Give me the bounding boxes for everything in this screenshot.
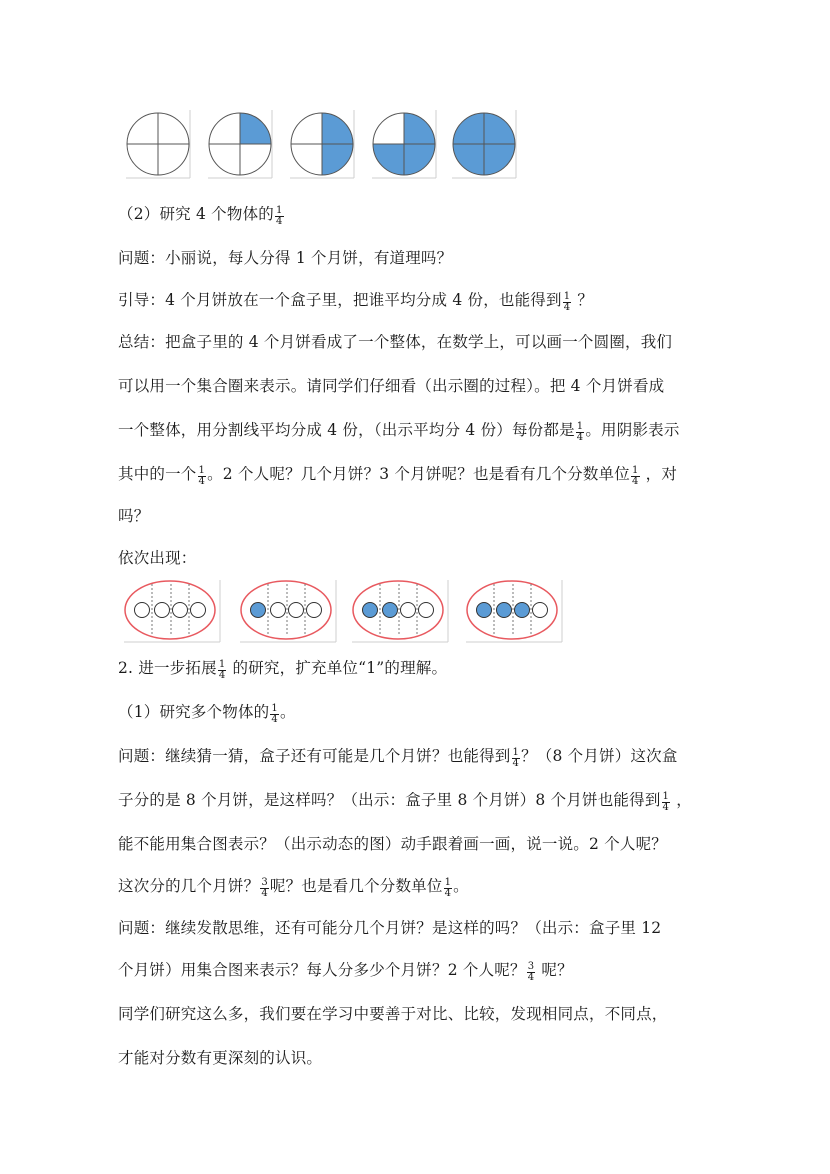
mooncake-dot xyxy=(271,603,286,618)
frac-den: 4 xyxy=(576,431,584,443)
text-span: 。用阴影表示 xyxy=(585,421,680,439)
paragraph xyxy=(118,504,149,528)
text-span: ？（8 个月饼）这次盒 xyxy=(521,747,678,765)
fraction-three-quarters xyxy=(527,962,536,983)
fraction-one-quarter xyxy=(512,748,521,769)
circle-figure xyxy=(124,108,192,180)
text-span: 这次分的几个月饼？ xyxy=(118,877,260,895)
text-span: 呢？也是看几个分数单位 xyxy=(269,877,443,895)
paragraph xyxy=(118,744,678,768)
text-span: 可以用一个集合圈来表示。请同学们仔细看（出示圈的过程）。把 4 个月饼看成 xyxy=(118,377,665,395)
frac-num: 1 xyxy=(563,290,571,302)
frac-den: 4 xyxy=(662,801,670,813)
frac-num: 1 xyxy=(444,876,452,888)
frac-num: 1 xyxy=(271,702,278,714)
text-span: 同学们研究这么多，我们要在学习中要善于对比、比较，发现相同点，不同点， xyxy=(118,1005,668,1023)
circle-figure xyxy=(288,108,356,180)
paragraph xyxy=(118,958,573,982)
text-span: 。 xyxy=(453,877,469,895)
mooncake-dot xyxy=(383,603,398,618)
mooncake-dot xyxy=(289,603,304,618)
paragraph xyxy=(118,700,296,724)
text-span: 问题：小丽说，每人分得 1 个月饼，有道理吗？ xyxy=(118,249,453,267)
text-span: 的研究，扩充单位“1”的理解。 xyxy=(227,659,448,677)
text-span: 子分的是 8 个月饼，是这样吗？（出示：盒子里 8 个月饼）8 个月饼也能得到 xyxy=(118,791,661,809)
text-span: 。 xyxy=(279,703,296,721)
frac-num: 1 xyxy=(218,658,226,670)
frac-num: 3 xyxy=(261,876,268,888)
frac-den: 4 xyxy=(512,757,520,769)
mooncake-dot xyxy=(135,603,150,618)
set-oval-figure xyxy=(122,578,222,644)
fraction-one-quarter xyxy=(662,792,671,813)
frac-num: 3 xyxy=(527,960,535,972)
mooncake-dot xyxy=(173,603,188,618)
text-span: （1）研究多个物体的 xyxy=(118,703,270,721)
mooncake-dot xyxy=(477,603,492,618)
paragraph xyxy=(118,1002,668,1026)
paragraph xyxy=(118,916,661,940)
mooncake-dot xyxy=(363,603,378,618)
frac-num: 1 xyxy=(512,746,520,758)
set-oval-figure xyxy=(464,578,564,644)
paragraph xyxy=(118,546,197,570)
text-span: ？ xyxy=(572,291,594,309)
fraction-one-quarter xyxy=(576,422,585,443)
text-span: 总结：把盒子里的 4 个月饼看成了一个整体，在数学上，可以画一个圆圈，我们 xyxy=(118,333,673,351)
fraction-one-quarter xyxy=(444,878,453,899)
frac-den: 4 xyxy=(198,475,206,487)
paragraph xyxy=(118,832,667,856)
paragraph xyxy=(118,418,680,442)
text-span: 能不能用集合图表示？（出示动态的图）动手跟着画一画，说一说。2 个人呢？ xyxy=(118,835,667,853)
fraction-one-quarter xyxy=(270,704,279,725)
mooncake-dot xyxy=(533,603,548,618)
fraction-one-quarter xyxy=(275,206,284,227)
frac-num: 1 xyxy=(631,464,639,476)
text-span: 才能对分数有更深刻的认识。 xyxy=(118,1049,323,1067)
text-span: 引导：4 个月饼放在一个盒子里，把谁平均分成 4 份，也能得到 xyxy=(118,291,562,309)
text-span: 问题：继续发散思维，还有可能分几个月饼？是这样的吗？（出示：盒子里 12 xyxy=(118,919,662,937)
fraction-one-quarter xyxy=(563,292,572,313)
frac-num: 1 xyxy=(576,420,584,432)
mooncake-dot xyxy=(419,603,434,618)
text-span: 个月饼）用集合图来表示？每人分多少个月饼？2 个人呢？ xyxy=(118,961,526,979)
frac-den: 4 xyxy=(271,713,278,725)
mooncake-dot xyxy=(307,603,322,618)
mooncake-dot xyxy=(155,603,170,618)
frac-num: 1 xyxy=(275,204,283,216)
frac-den: 4 xyxy=(563,301,571,313)
paragraph xyxy=(118,656,447,680)
fraction-three-quarters xyxy=(260,878,269,899)
text-span: 2. 进一步拓展 xyxy=(118,659,217,677)
text-span: 。2 个人呢？几个月饼？3 个月饼呢？也是看有几个分数单位 xyxy=(207,465,630,483)
frac-den: 4 xyxy=(261,887,268,899)
circle-figures-row xyxy=(124,108,524,180)
paragraph xyxy=(118,462,677,486)
paragraph xyxy=(118,788,692,812)
fraction-one-quarter xyxy=(218,660,227,681)
paragraph xyxy=(118,874,469,898)
text-span: 其中的一个 xyxy=(118,465,197,483)
fraction-one-quarter xyxy=(631,466,640,487)
paragraph xyxy=(118,374,664,398)
mooncake-dot xyxy=(251,603,266,618)
circle-figure xyxy=(450,108,518,180)
paragraph xyxy=(118,202,285,226)
set-figures-row xyxy=(122,578,582,644)
text-span: 呢？ xyxy=(536,961,573,979)
text-span: 一个整体，用分割线平均分成 4 份，（出示平均分 4 份）每份都是 xyxy=(118,421,575,439)
paragraph xyxy=(118,330,672,354)
text-span: ， xyxy=(671,791,692,809)
text-span: 吗？ xyxy=(118,507,150,525)
fraction-one-quarter xyxy=(198,466,207,487)
mooncake-dot xyxy=(401,603,416,618)
circle-figure xyxy=(370,108,438,180)
text-span: （2）研究 4 个物体的 xyxy=(118,205,274,223)
set-oval-figure xyxy=(350,578,450,644)
paragraph xyxy=(118,288,593,312)
paragraph xyxy=(118,246,452,270)
text-span: 依次出现： xyxy=(118,549,197,567)
text-span: ，对 xyxy=(640,465,678,483)
set-oval-figure xyxy=(238,578,338,644)
mooncake-dot xyxy=(191,603,206,618)
frac-num: 1 xyxy=(198,464,206,476)
frac-den: 4 xyxy=(218,669,226,681)
text-span: 问题：继续猜一猜，盒子还有可能是几个月饼？也能得到 xyxy=(118,747,511,765)
frac-num: 1 xyxy=(662,790,670,802)
mooncake-dot xyxy=(515,603,530,618)
frac-den: 4 xyxy=(631,475,639,487)
frac-den: 4 xyxy=(275,215,283,227)
circle-figure xyxy=(206,108,274,180)
frac-den: 4 xyxy=(527,971,535,983)
frac-den: 4 xyxy=(444,887,452,899)
paragraph xyxy=(118,1046,322,1070)
mooncake-dot xyxy=(497,603,512,618)
